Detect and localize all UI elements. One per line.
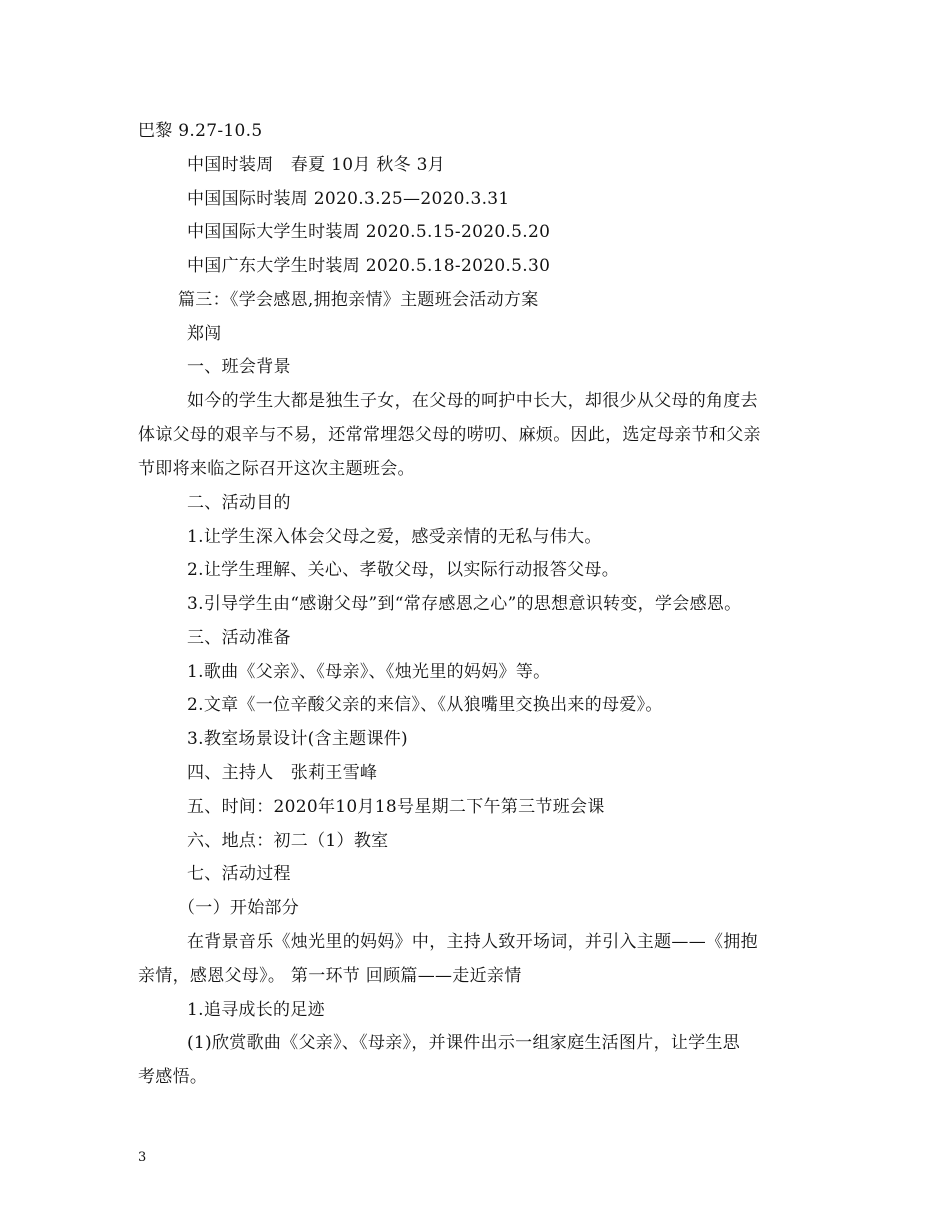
goal-item-3: 3.引导学生由“感谢父母”到“常存感恩之心”的思想意识转变，学会感恩。 bbox=[187, 594, 742, 614]
heading-location: 六、地点：初二（1）教室 bbox=[187, 831, 389, 851]
goal-item-1: 1.让学生深入体会父母之爱，感受亲情的无私与伟大。 bbox=[187, 527, 602, 547]
text-line-paris: 巴黎 9.27-10.5 bbox=[138, 121, 263, 141]
paragraph-process-line-2: 亲情，感恩父母》。 第一环节 回顾篇——走近亲情 bbox=[138, 966, 522, 986]
goal-item-2: 2.让学生理解、关心、孝敬父母，以实际行动报答父母。 bbox=[187, 560, 620, 580]
text-line-intl-student-fashion-week: 中国国际大学生时装周 2020.5.15-2020.5.20 bbox=[187, 222, 551, 242]
heading-goals: 二、活动目的 bbox=[187, 493, 291, 513]
heading-time: 五、时间：2020年10月18号星期二下午第三节班会课 bbox=[187, 797, 605, 817]
heading-process: 七、活动过程 bbox=[187, 864, 291, 884]
text-line-china-fashion-week: 中国时装周 春夏 10月 秋冬 3月 bbox=[187, 155, 446, 175]
process-subitem-1-line-1: (1)欣赏歌曲《父亲》、《母亲》，并课件出示一组家庭生活图片，让学生思 bbox=[187, 1033, 741, 1053]
paragraph-background-line-1: 如今的学生大都是独生子女，在父母的呵护中长大，却很少从父母的角度去 bbox=[187, 391, 758, 411]
process-item-1: 1.追寻成长的足迹 bbox=[187, 1000, 325, 1020]
author-name: 郑闯 bbox=[187, 324, 222, 344]
process-subitem-1-line-2: 考感悟。 bbox=[138, 1067, 208, 1087]
heading-preparation: 三、活动准备 bbox=[187, 628, 291, 648]
page-number: 3 bbox=[138, 1150, 147, 1165]
paragraph-process-line-1: 在背景音乐《烛光里的妈妈》中，主持人致开场词，并引入主题——《拥抱 bbox=[187, 932, 758, 952]
preparation-item-2: 2.文章《一位辛酸父亲的来信》、《从狼嘴里交换出来的母爱》。 bbox=[187, 695, 663, 715]
text-line-intl-fashion-week: 中国国际时装周 2020.3.25—2020.3.31 bbox=[187, 189, 510, 209]
heading-hosts: 四、主持人 张莉王雪峰 bbox=[187, 763, 378, 783]
subheading-start: （一）开始部分 bbox=[178, 898, 300, 918]
heading-background: 一、班会背景 bbox=[187, 357, 291, 377]
preparation-item-1: 1.歌曲《父亲》、《母亲》、《烛光里的妈妈》等。 bbox=[187, 662, 551, 682]
preparation-item-3: 3.教室场景设计(含主题课件) bbox=[187, 729, 408, 749]
paragraph-background-line-3: 节即将来临之际召开这次主题班会。 bbox=[138, 459, 415, 479]
paragraph-background-line-2: 体谅父母的艰辛与不易，还常常埋怨父母的唠叨、麻烦。因此，选定母亲节和父亲 bbox=[138, 425, 761, 445]
text-line-guangdong-student-fashion-week: 中国广东大学生时装周 2020.5.18-2020.5.30 bbox=[187, 256, 551, 276]
section-title: 篇三：《学会感恩,拥抱亲情》主题班会活动方案 bbox=[178, 290, 539, 310]
